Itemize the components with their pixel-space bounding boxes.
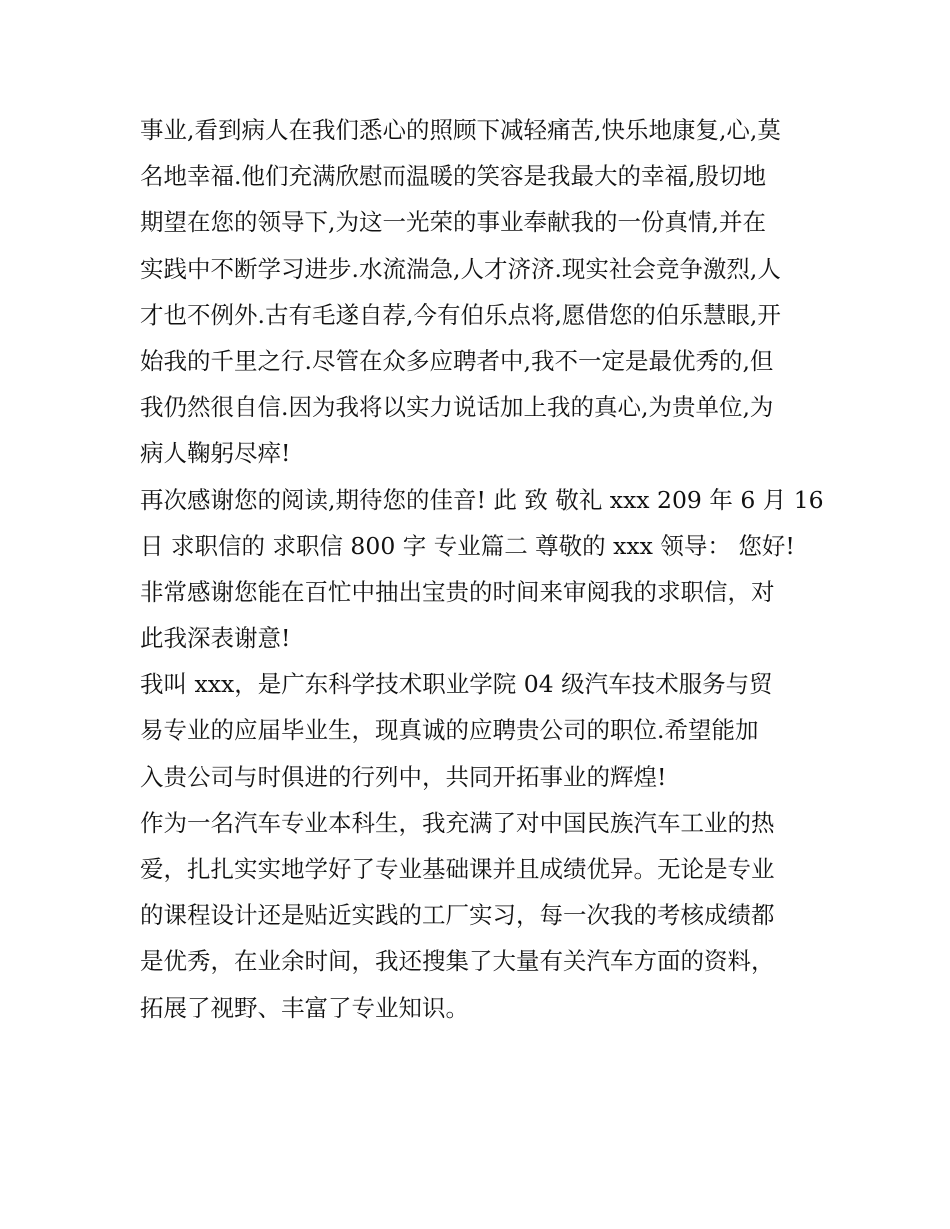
text-line: 入贵公司与时俱进的行列中，共同开拓事业的辉煌! xyxy=(140,762,667,791)
text-line: 实践中不断学习进步.水流湍急,人才济济.现实社会竞争激烈,人 xyxy=(140,254,781,283)
text-line: 我仍然很自信.因为我将以实力说话加上我的真心,为贵单位,为 xyxy=(140,393,774,422)
text-line: 是优秀，在业余时间，我还搜集了大量有关汽车方面的资料， xyxy=(140,947,775,976)
text-line: 易专业的应届毕业生，现真诚的应聘贵公司的职位.希望能加 xyxy=(140,716,759,745)
text-line: 名地幸福.他们充满欣慰而温暖的笑容是我最大的幸福,殷切地 xyxy=(140,162,766,191)
text-line: 才也不例外.古有毛遂自荐,今有伯乐点将,愿借您的伯乐慧眼,开 xyxy=(140,300,781,329)
text-line: 的课程设计还是贴近实践的工厂实习，每一次我的考核成绩都 xyxy=(140,901,775,930)
text-line: 非常感谢您能在百忙中抽出宝贵的时间来审阅我的求职信，对 xyxy=(140,577,775,606)
text-line: 再次感谢您的阅读,期待您的佳音! 此 致 敬礼 xxx 209 年 6 月 16 xyxy=(140,485,824,514)
document-body xyxy=(140,107,824,1031)
text-line: 病人鞠躬尽瘁! xyxy=(140,439,291,468)
text-line: 期望在您的领导下,为这一光荣的事业奉献我的一份真情,并在 xyxy=(140,208,766,237)
text-line: 日 求职信的 求职信 800 字 专业篇二 尊敬的 xxx 领导： 您好! xyxy=(140,531,795,560)
text-line: 事业,看到病人在我们悉心的照顾下减轻痛苦,快乐地康复,心,莫 xyxy=(140,116,781,144)
text-line: 爱，扎扎实实地学好了专业基础课并且成绩优异。无论是专业 xyxy=(140,855,775,883)
text-line: 此我深表谢意! xyxy=(140,624,291,653)
text-line: 始我的千里之行.尽管在众多应聘者中,我不一定是最优秀的,但 xyxy=(140,346,774,375)
text-line: 作为一名汽车专业本科生，我充满了对中国民族汽车工业的热 xyxy=(140,808,775,837)
text-line: 我叫 xxx，是广东科学技术职业学院 04 级汽车技术服务与贸 xyxy=(140,670,773,699)
text-line: 拓展了视野、丰富了专业知识。 xyxy=(140,993,469,1022)
